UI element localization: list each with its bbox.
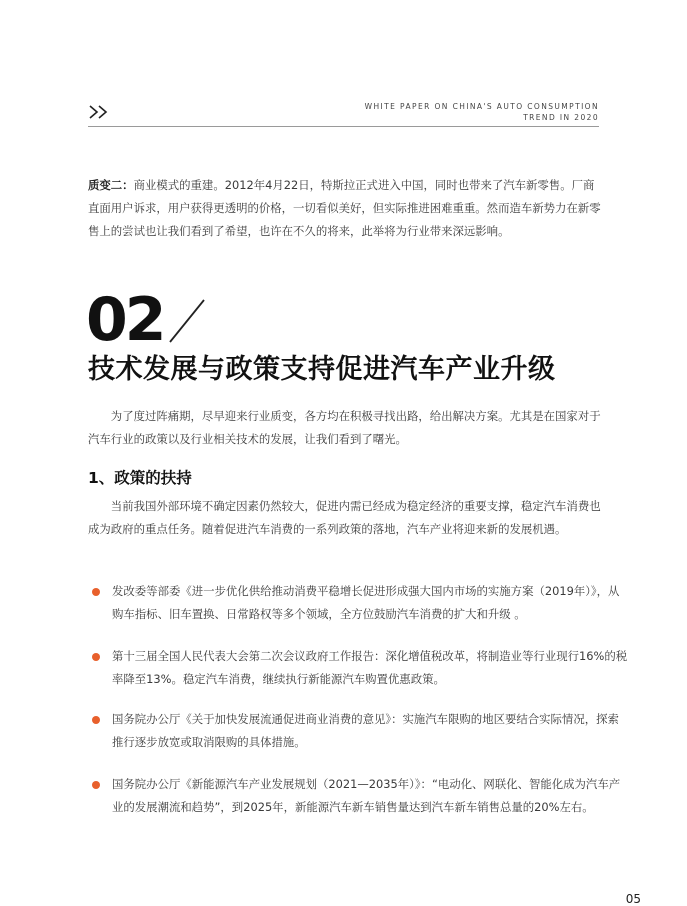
section-paragraph: 当前我国外部环境不确定因素仍然较大，促进内需已经成为稳定经济的重要支撑，稳定汽车消费也成为政府的重点任务。随着促进汽车消费的一系列政策的落地，汽车产业将迎来新的发展机遇。 xyxy=(88,499,601,536)
bullet-text: 发改委等部委《进一步优化供给推动消费平稳增长促进形成强大国内市场的实施方案（2019年）》，从购车指标、旧车置换、日常路权等多个领域，全方位鼓励汽车消费的扩大和升级 。 xyxy=(112,584,620,621)
slash-decoration xyxy=(166,296,208,346)
bullet-text: 第十三届全国人民代表大会第二次会议政府工作报告：深化增值税改革，将制造业等行业现行16%的税率降至13%。稳定汽车消费，继续执行新能源汽车购置优惠政策。 xyxy=(112,649,628,686)
header-line-1: WHITE PAPER ON CHINA'S AUTO CONSUMPTION xyxy=(364,102,599,111)
bullet-text: 国务院办公厅《关于加快发展流通促进商业消费的意见》：实施汽车限购的地区要结合实际情况，探索推行逐步放宽或取消限购的具体措施。 xyxy=(112,712,619,749)
bullet-text: 国务院办公厅《新能源汽车产业发展规划（2021—2035年）》：“电动化、网联化、智能化成为汽车产业的发展潮流和趋势”，到2025年，新能源汽车新车销售量达到汽车新车销售总量的20%左右。 xyxy=(112,777,621,814)
chapter-title: 技术发展与政策支持促进汽车产业升级 xyxy=(88,354,556,385)
intro-paragraph xyxy=(88,174,604,243)
intro-label: 质变二： xyxy=(88,178,134,192)
bullet-item xyxy=(88,708,628,754)
bullet-item xyxy=(88,580,628,626)
intro-text: 商业模式的重建。2012年4月22日，特斯拉正式进入中国，同时也带来了汽车新零售。厂商直面用户诉求，用户获得更透明的价格，一切看似美好，但实际推进困难重重。然而造车新势力在新零售上的尝试也让我们看到了希望，也许在不久的将来，此举将为行业带来深远影响。 xyxy=(88,178,601,238)
bullet-dot-icon xyxy=(92,653,100,661)
bullet-dot-icon xyxy=(92,716,100,724)
bullet-dot-icon xyxy=(92,588,100,596)
chapter-number: 02 xyxy=(86,285,164,355)
bullet-item xyxy=(88,773,628,819)
header-line-2: TREND IN 2020 xyxy=(523,113,599,122)
running-header xyxy=(365,101,599,123)
bullet-item xyxy=(88,645,628,691)
bullet-dot-icon xyxy=(92,781,100,789)
page-number: 05 xyxy=(625,892,641,906)
double-chevron-icon xyxy=(88,104,114,120)
lead-paragraph: 为了度过阵痛期，尽早迎来行业质变，各方均在积极寻找出路，给出解决方案。尤其是在国家对于汽车行业的政策以及行业相关技术的发展，让我们看到了曙光。 xyxy=(88,409,601,446)
section-heading: 1、政策的扶持 xyxy=(88,469,192,487)
header-rule xyxy=(88,126,599,127)
